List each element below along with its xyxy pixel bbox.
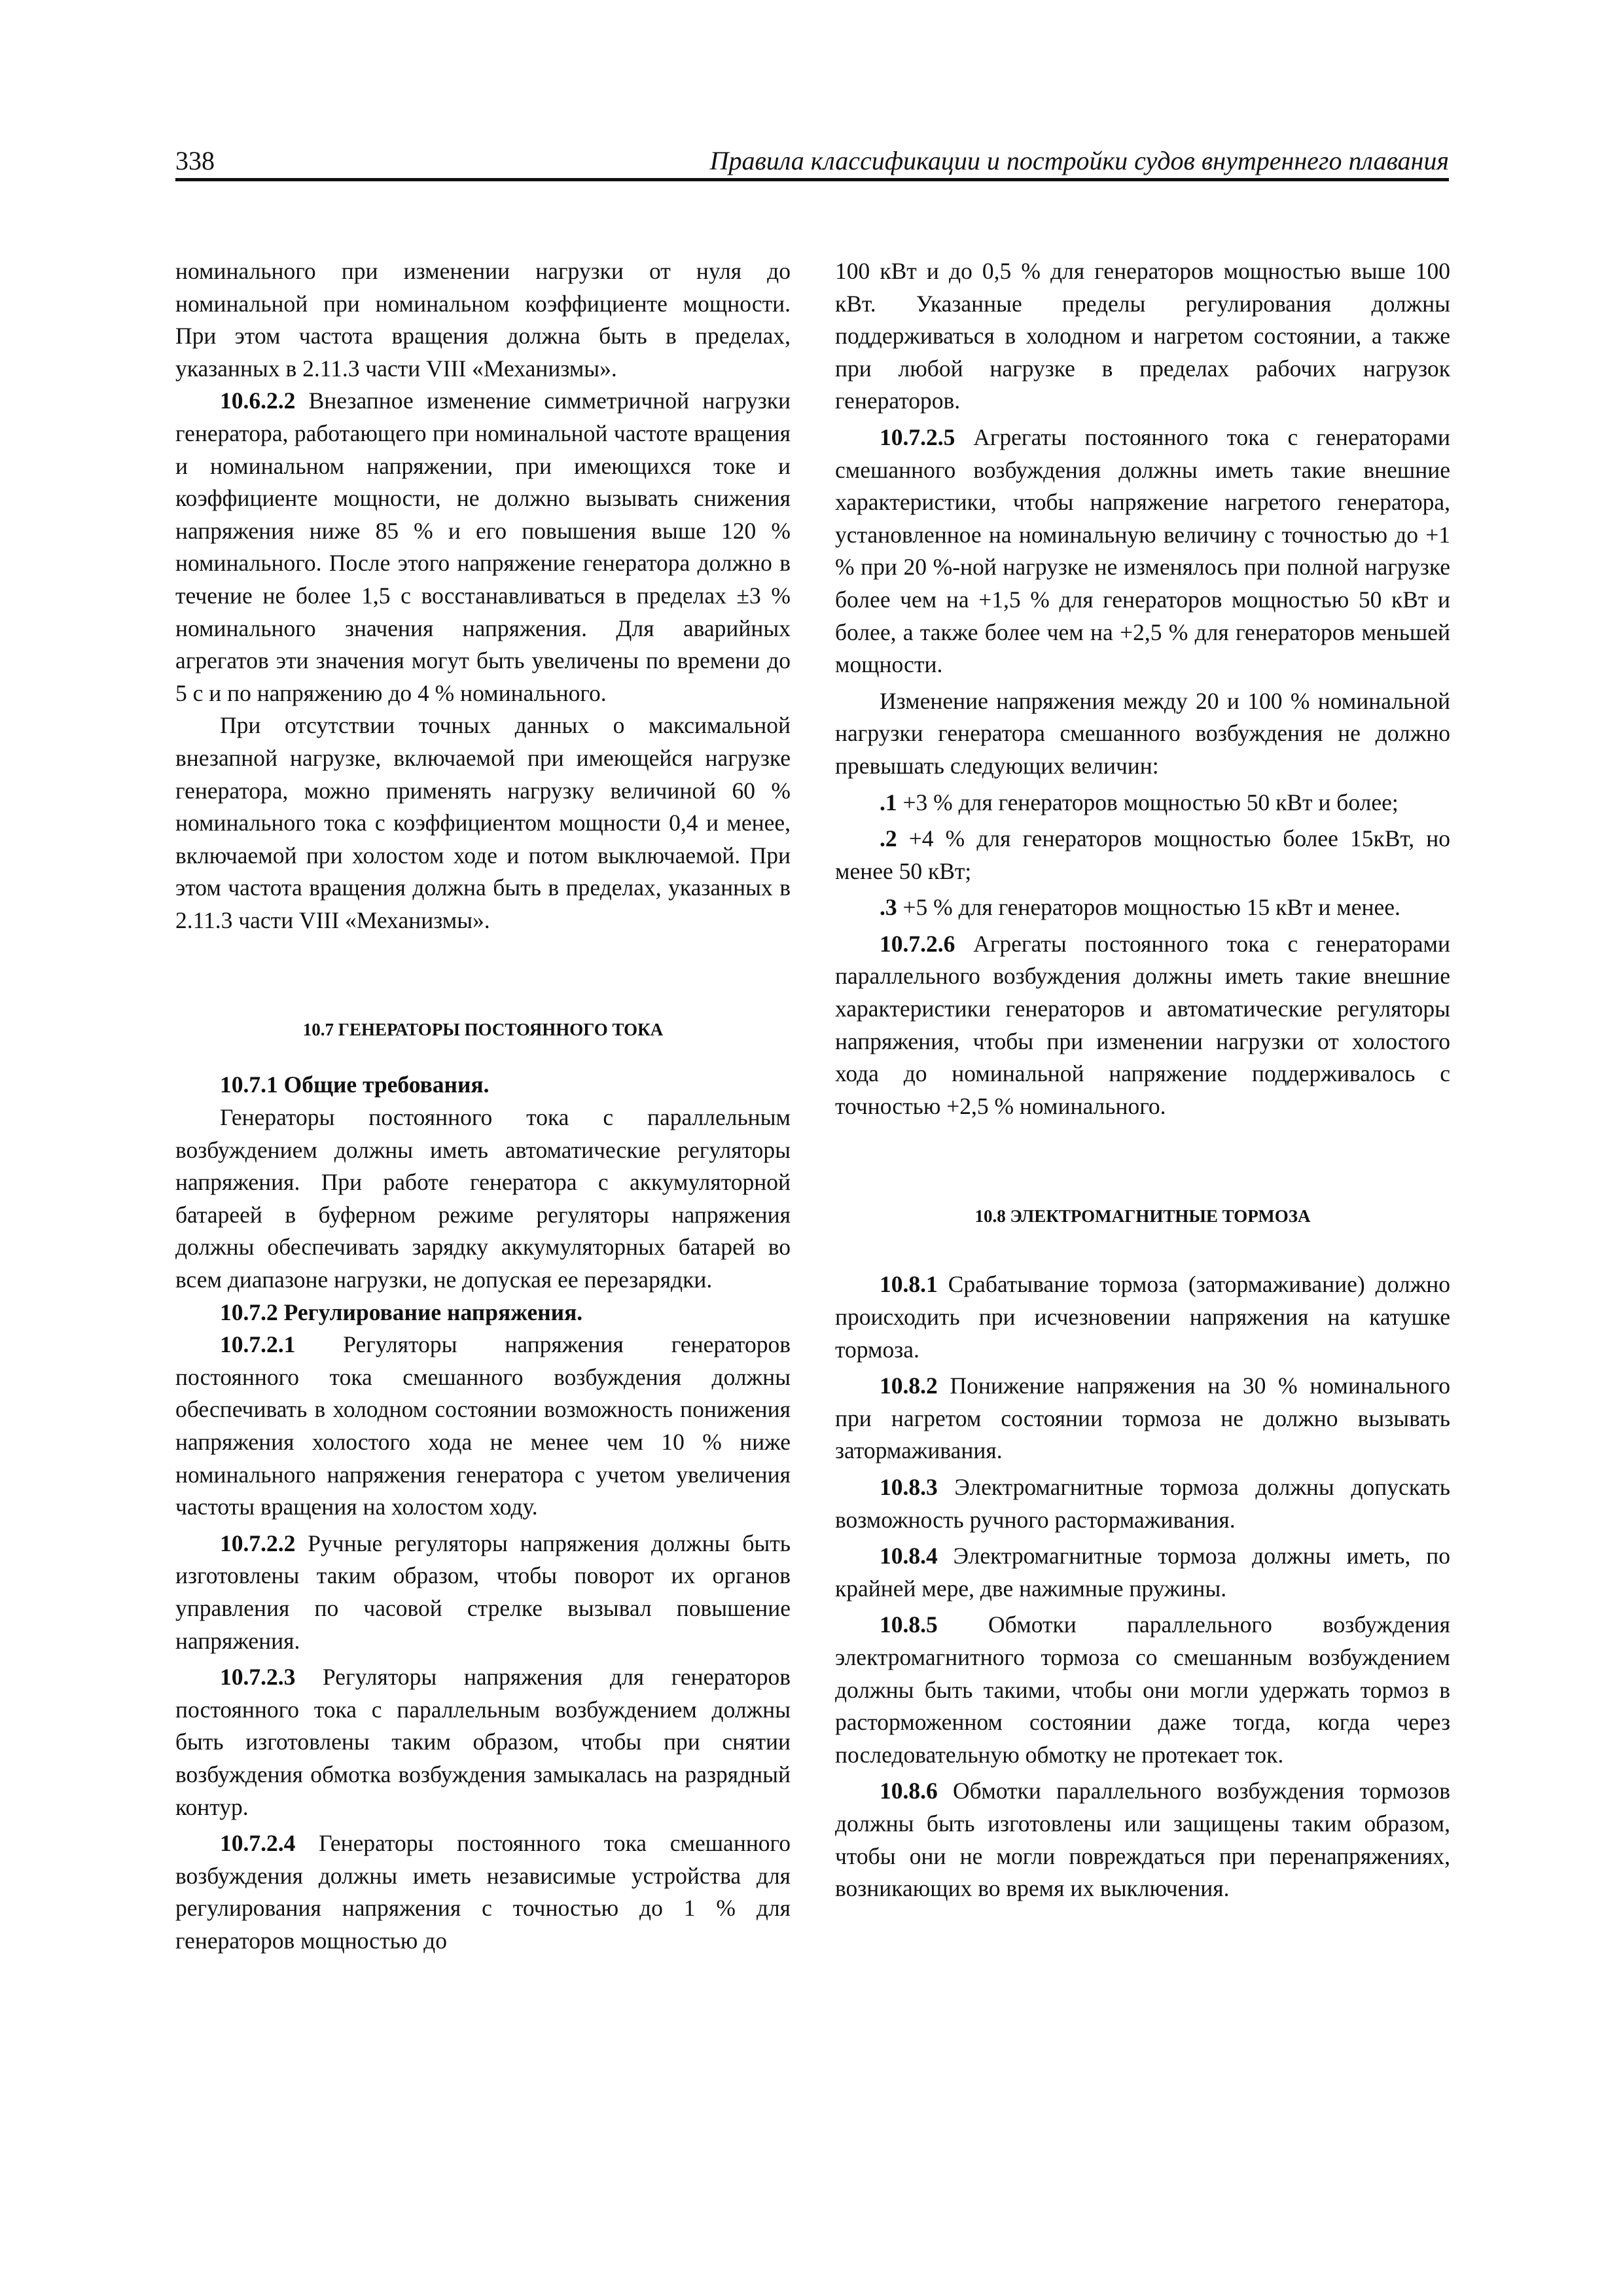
paragraph-text: Электромагнитные тормоза должны допускать возможность ручного растормаживания. (835, 1474, 1450, 1533)
paragraph-10-7-2-6 (835, 928, 1450, 1123)
page-number: 338 (175, 146, 215, 175)
list-text: +5 % для генераторов мощностью 15 кВт и менее. (897, 894, 1400, 921)
paragraph-text: Регуляторы напряжения генераторов постоянного тока смешанного возбуждения должны обеспечивать в холодном состоянии возможность понижения напряжения холостого хода не менее чем 10 % ниже номинального напряжения генератора с учетом увеличения частоты вращения на холостом ходу. (175, 1331, 791, 1520)
clause-number: 10.6.2.2 (220, 387, 296, 414)
paragraph-10-7-2-2 (175, 1528, 791, 1657)
paragraph-text: Изменение напряжения между 20 и 100 % номинальной нагрузки генератора смешанного возбуждения не должно превышать следующих величин: (835, 687, 1450, 779)
section-title-10-8: 10.8 ЭЛЕКТРОМАГНИТНЫЕ ТОРМОЗА (974, 1206, 1311, 1227)
paragraph-text: Внезапное изменение симметричной нагрузки генератора, работающего при номинальной частоте вращения и номинальном напряжении, при имеющихся токе и коэффициенте мощности, не должно вызывать снижения напряжения ниже 85 % и его повышения выше 120 % номинального. После этого напряжение генератора должно в течение не более 1,5 с восстанавливаться в пределах ±3 % номинального значения напряжения. Для аварийных агрегатов эти значения могут быть увеличены по времени до 5 с и по напряжению до 4 % номинального. (175, 387, 791, 706)
paragraph (835, 685, 1450, 783)
paragraph (835, 255, 1450, 418)
paragraph-text: Обмотки параллельного возбуждения электромагнитного тормоза со смешанным возбуждением должны быть такими, чтобы они могли удержать тормоз в расторможенном состоянии даже тогда, когда через последовательную обмотку не протекает ток. (835, 1611, 1450, 1768)
paragraph-text: Генераторы постоянного тока смешанного возбуждения должны иметь независимые устройства для регулирования напряжения с точностью до 1 % для генераторов мощностью до (175, 1830, 791, 1954)
paragraph-text: Генераторы постоянного тока с параллельным возбуждением должны иметь автоматические регуляторы напряжения. При работе генератора с аккумуляторной батареей в буферном режиме регуляторы напряжения должны обеспечивать зарядку аккумуляторных батарей во всем диапазоне нагрузки, не допуская ее перезарядки. (175, 1104, 791, 1293)
clause-number: 10.7.2.1 (220, 1331, 296, 1358)
paragraph (175, 1102, 791, 1297)
clause-number: 10.8.5 (880, 1611, 938, 1638)
list-number: .3 (880, 894, 897, 921)
running-title: Правила классификации и постройки судов внутреннего плавания (709, 146, 1449, 175)
paragraph-10-7-2-4 (175, 1827, 791, 1957)
clause-number: 10.7.2.4 (220, 1830, 296, 1857)
right-column (835, 255, 1450, 1905)
paragraph-text: Обмотки параллельного возбуждения тормозов должны быть изготовлены или защищены таким образом, чтобы они не могли повреждаться при перенапряжениях, возникающих во время их выключения. (835, 1778, 1450, 1902)
paragraph-10-8-4 (835, 1540, 1450, 1605)
subheading-10-7-2: 10.7.2 Регулирование напряжения. (220, 1299, 583, 1325)
paragraph-10-8-3 (835, 1471, 1450, 1536)
paragraph-10-7-2-3 (175, 1661, 791, 1823)
clause-number: 10.7.2.5 (880, 423, 955, 450)
list-item (835, 823, 1450, 888)
paragraph-text: Электромагнитные тормоза должны иметь, по крайней мере, две нажимные пружины. (835, 1543, 1450, 1602)
page-header (175, 145, 1449, 181)
paragraph-text: Агрегаты постоянного тока с генераторами смешанного возбуждения должны иметь такие внешние характеристики, чтобы напряжение нагретого генератора, установленное на номинальную величину с точностью до +1 % при 20 %-ной нагрузке не изменялось при полной нагрузке более чем на +1,5 % для генераторов мощностью 50 кВт и более, а также более чем на +2,5 % для генераторов меньшей мощности. (835, 423, 1450, 678)
paragraph-10-7-2-5 (835, 422, 1450, 681)
paragraph-text: Срабатывание тормоза (затормаживание) должно происходить при исчезновении напряжения на катушке тормоза. (835, 1271, 1450, 1363)
paragraph-text: Агрегаты постоянного тока с генераторами параллельного возбуждения должны иметь такие внешние характеристики генераторов и автоматические регуляторы напряжения, чтобы при изменении нагрузки от холостого хода до номинальной напряжение поддерживалось с точностью +2,5 % номинального. (835, 930, 1450, 1119)
list-item (835, 787, 1450, 819)
clause-number: 10.7.2.3 (220, 1664, 296, 1691)
left-column (175, 255, 791, 1958)
paragraph-text: номинального при изменении нагрузки от нуля до номинальной при номинальном коэффициенте мощности. При этом частота вращения должна быть в пределах, указанных в 2.11.3 части VIII «Механизмы». (175, 258, 791, 382)
clause-number: 10.8.6 (880, 1778, 938, 1804)
list-text: +4 % для генераторов мощностью более 15кВт, но менее 50 кВт; (835, 825, 1450, 884)
list-item (835, 891, 1450, 924)
clause-number: 10.8.3 (880, 1474, 938, 1500)
list-text: +3 % для генераторов мощностью 50 кВт и более; (897, 789, 1399, 816)
paragraph-text: Ручные регуляторы напряжения должны быть изготовлены таким образом, чтобы поворот их органов управления по часовой стрелке вызывал повышение напряжения. (175, 1530, 791, 1654)
paragraph (175, 255, 791, 385)
paragraph-text: Регуляторы напряжения для генераторов постоянного тока с параллельным возбуждением должны быть изготовлены таким образом, чтобы при снятии возбуждения обмотка возбуждения замыкалась на разрядный контур. (175, 1664, 791, 1820)
clause-number: 10.8.2 (880, 1372, 938, 1399)
paragraph-10-8-2 (835, 1370, 1450, 1467)
paragraph (175, 709, 791, 937)
section-title-10-7: 10.7 ГЕНЕРАТОРЫ ПОСТОЯННОГО ТОКА (302, 1020, 664, 1040)
clause-number: 10.8.4 (880, 1543, 938, 1570)
list-number: .1 (880, 789, 897, 816)
clause-number: 10.8.1 (880, 1271, 938, 1298)
paragraph-text: Понижение напряжения на 30 % номинального при нагретом состоянии тормоза не должно вызывать затормаживания. (835, 1372, 1450, 1464)
paragraph-10-8-5 (835, 1609, 1450, 1771)
paragraph-10-7-2-1 (175, 1329, 791, 1524)
paragraph-10-6-2-2 (175, 385, 791, 709)
paragraph-10-8-6 (835, 1775, 1450, 1905)
list-number: .2 (880, 825, 897, 852)
paragraph-text: При отсутствии точных данных о максимальной внезапной нагрузке, включаемой при имеющейся нагрузке генератора, можно применять нагрузку величиной 60 % номинального тока с коэффициентом мощности 0,4 и менее, включаемой при холостом ходе и потом выключаемой. При этом частота вращения должна быть в пределах, указанных в 2.11.3 части VIII «Механизмы». (175, 712, 791, 933)
clause-number: 10.7.2.2 (220, 1530, 296, 1556)
paragraph-10-8-1 (835, 1268, 1450, 1366)
paragraph-text: 100 кВт и до 0,5 % для генераторов мощностью выше 100 кВт. Указанные пределы регулирования должны поддерживаться в холодном и нагретом состоянии, а также при любой нагрузке в пределах рабочих нагрузок генераторов. (835, 258, 1450, 414)
subheading-10-7-1: 10.7.1 Общие требования. (220, 1071, 490, 1098)
clause-number: 10.7.2.6 (880, 930, 955, 957)
